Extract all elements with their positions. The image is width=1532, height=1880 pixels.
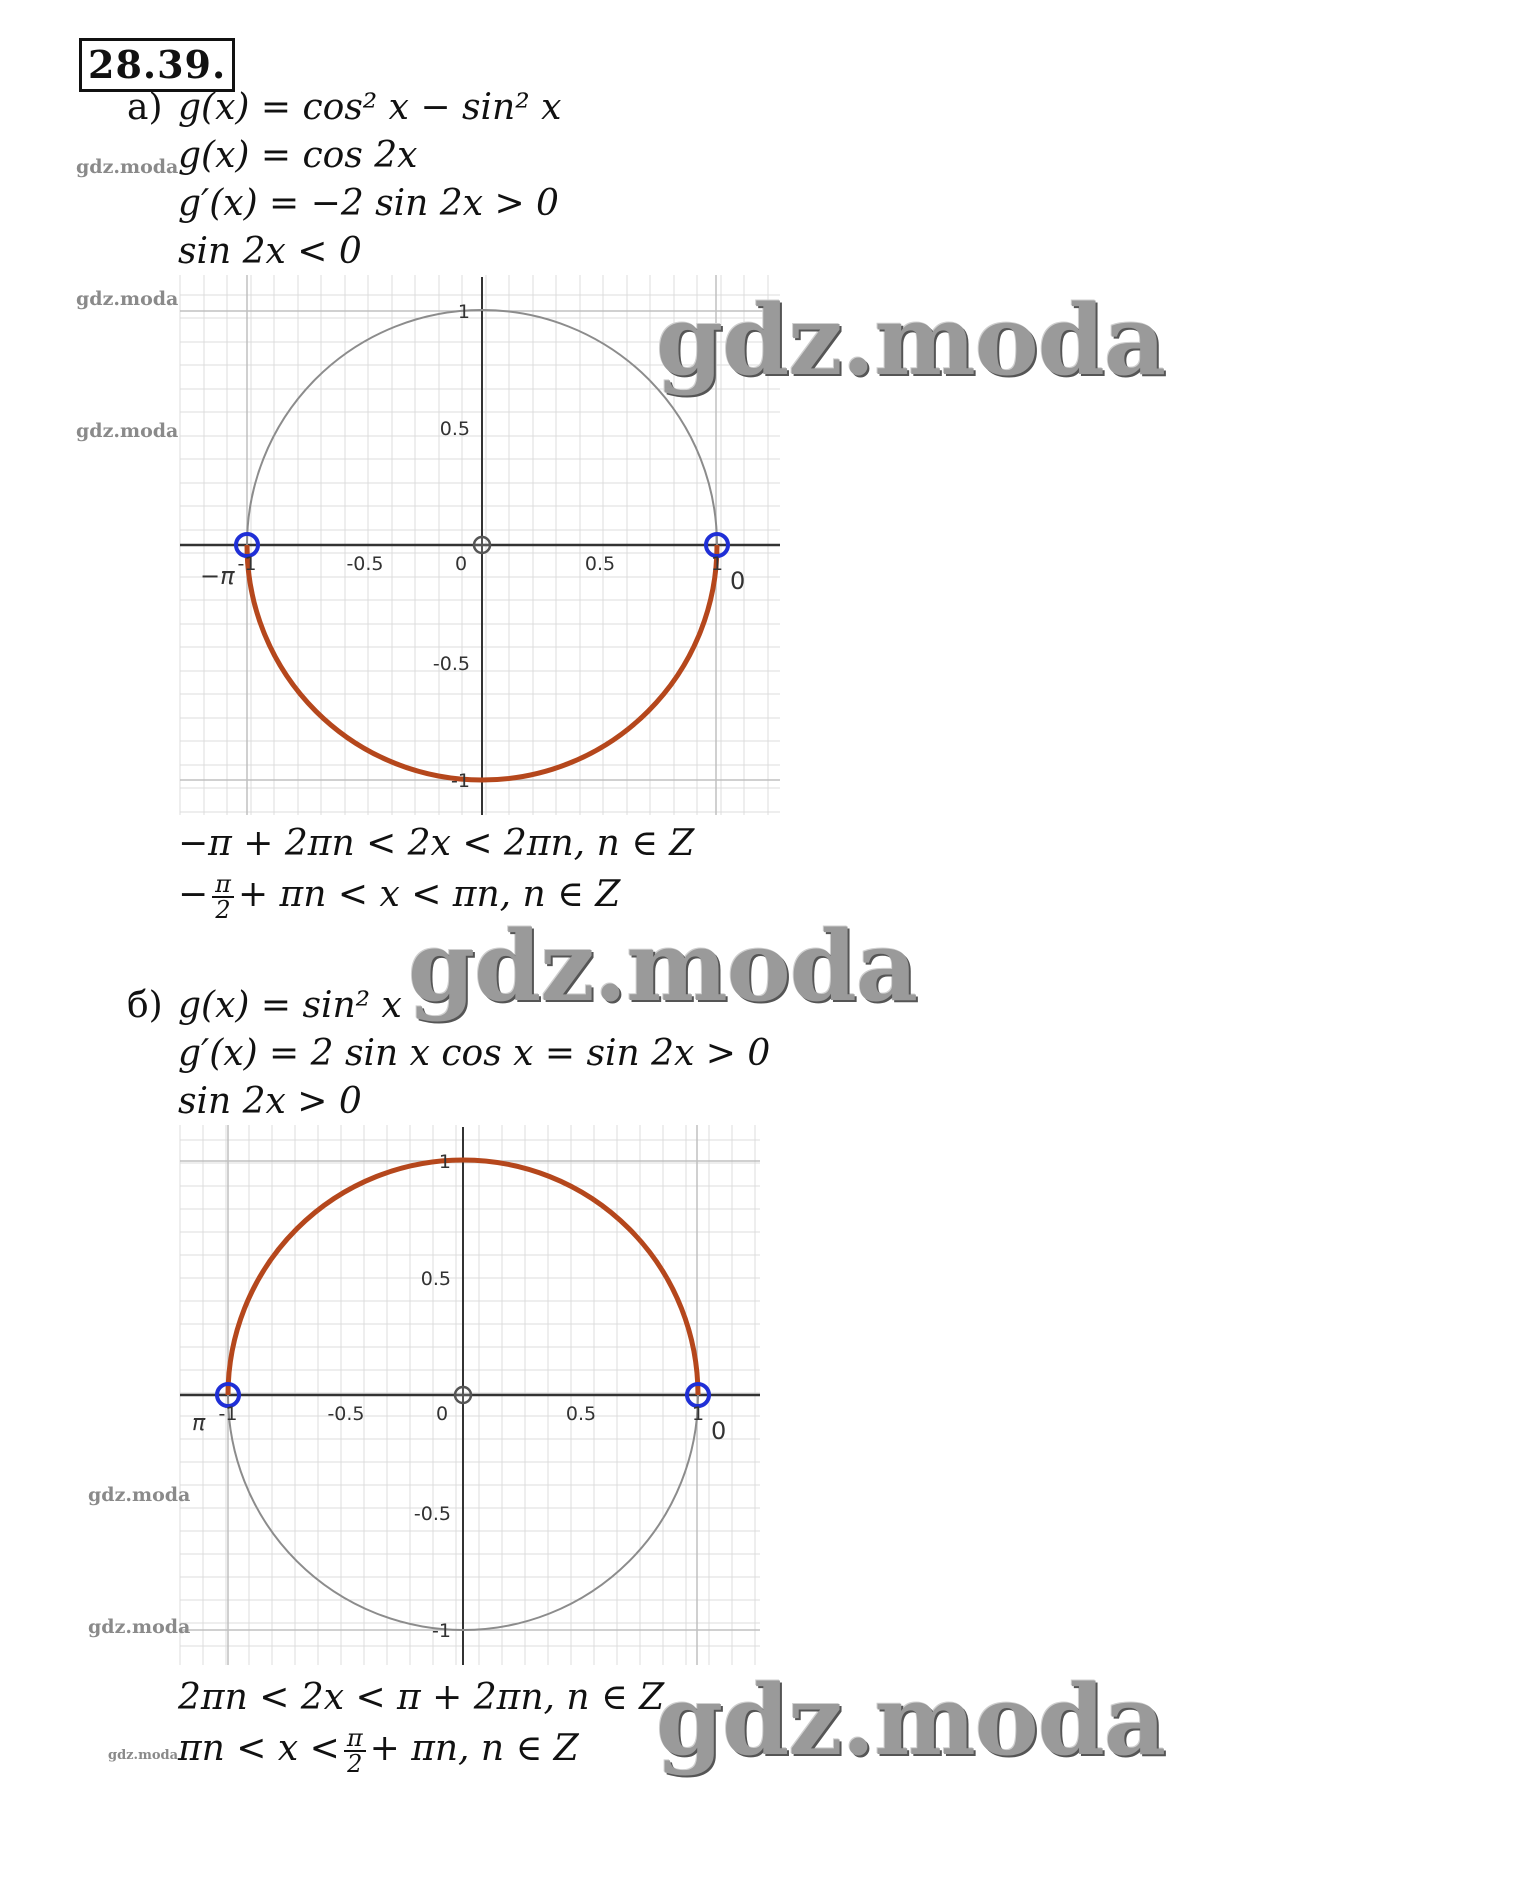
part-b-label: б) (127, 985, 163, 1026)
problem-number: 28.39. (79, 38, 235, 92)
watermark-small-1: gdz.moda (76, 156, 179, 178)
tick-x-0-b: 0 (435, 1403, 449, 1425)
part-a-line-2: g(x) = cos 2x (178, 135, 418, 176)
tick-x-05-b: 0.5 (565, 1403, 597, 1425)
point-label-pi-b: π (192, 1411, 206, 1436)
watermark-small-4: gdz.moda (88, 1484, 191, 1506)
tick-x-neg05-a: -0.5 (346, 553, 384, 575)
tick-y-neg1-b: -1 (432, 1620, 451, 1642)
part-b-line-1: g(x) = sin² x (178, 985, 402, 1026)
tick-y-neg05-b: -0.5 (413, 1503, 451, 1525)
tick-y-neg05-a: -0.5 (432, 653, 470, 675)
part-a-line-4: sin 2x < 0 (178, 231, 362, 272)
tick-x-neg05-b: -0.5 (327, 1403, 365, 1425)
watermark-big-1: gdz.moda (656, 284, 1166, 397)
tick-y-05-a: 0.5 (439, 418, 470, 440)
part-a-result-2-left: − (178, 874, 209, 915)
watermark-big-3: gdz.moda (656, 1664, 1166, 1777)
tick-y-05-b: 0.5 (420, 1268, 451, 1290)
part-a-line-3: g′(x) = −2 sin 2x > 0 (178, 183, 559, 224)
watermark-tiny: gdz.moda (108, 1748, 179, 1763)
tick-y-1-a: 1 (457, 301, 470, 323)
part-b-line-2: g′(x) = 2 sin x cos x = sin 2x > 0 (178, 1033, 771, 1074)
tick-x-05-a: 0.5 (584, 553, 616, 575)
tick-x-neg1-a: -1 (237, 553, 257, 575)
tick-x-1-b: 1 (691, 1403, 705, 1425)
point-label-zero-a: 0 (730, 567, 746, 595)
tick-x-neg1-b: -1 (218, 1403, 238, 1425)
watermark-small-5: gdz.moda (88, 1616, 191, 1638)
pi-over-2-fraction-a: $\frac{\pi}{2}$ (212, 872, 234, 922)
tick-x-0-a: 0 (454, 553, 468, 575)
part-b-line-3: sin 2x > 0 (178, 1081, 362, 1122)
tick-y-neg1-a: -1 (451, 770, 470, 792)
watermark-big-2: gdz.moda (408, 910, 918, 1023)
part-b-result-1: 2πn < 2x < π + 2πn, n ∈ Z (178, 1677, 665, 1718)
part-a-result-2-right: + πn < x < πn, n ∈ Z (237, 874, 621, 915)
point-label-neg-pi-a: −π (200, 562, 235, 590)
part-b-result-2-right: + πn, n ∈ Z (369, 1728, 579, 1769)
tick-y-1-b: 1 (438, 1151, 451, 1173)
part-a-label: а) (127, 87, 163, 128)
part-a-line-1: g(x) = cos² x − sin² x (178, 87, 562, 128)
point-label-zero-b: 0 (711, 1417, 727, 1445)
part-a-result-1: −π + 2πn < 2x < 2πn, n ∈ Z (178, 823, 695, 864)
part-b-result-2-left: πn < x < (178, 1728, 340, 1769)
unit-circle-graph-b (170, 1125, 770, 1685)
watermark-small-2: gdz.moda (76, 288, 179, 310)
watermark-small-3: gdz.moda (76, 420, 179, 442)
tick-x-1-a: 1 (710, 553, 724, 575)
pi-over-2-fraction-b: $\frac{\pi}{2}$ (344, 1726, 366, 1776)
part-b-result-2 (178, 1726, 579, 1776)
